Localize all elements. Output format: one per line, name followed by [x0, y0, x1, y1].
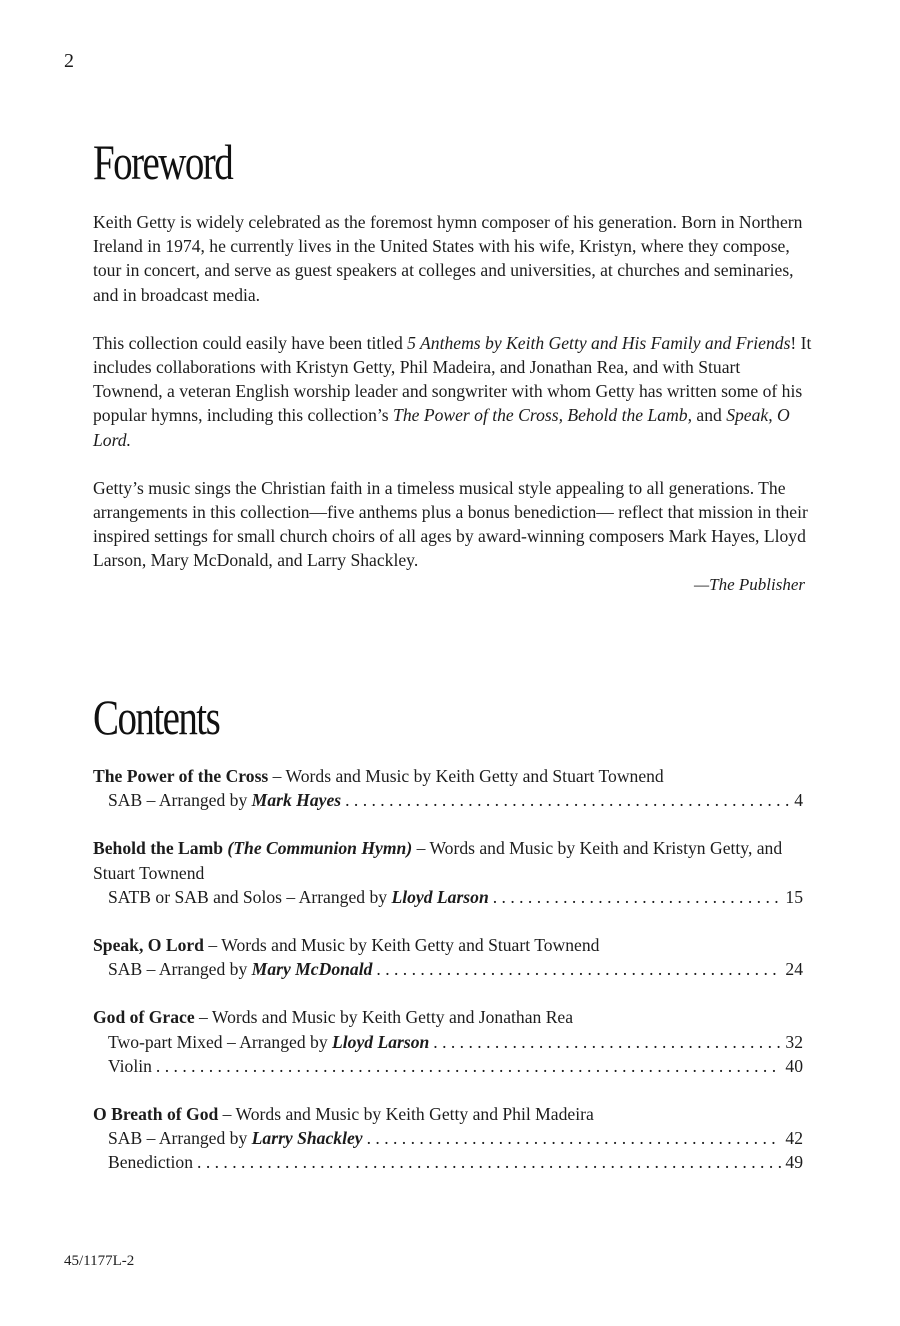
dot-leader [156, 1054, 781, 1078]
entry-credit: – Words and Music by Keith Getty and Phil Madeira [218, 1104, 594, 1125]
entry-credit: – Words and Music by Keith Getty and Stuart Townend [203, 935, 600, 956]
toc-label [108, 1126, 363, 1150]
toc-label [108, 788, 341, 812]
text: ! It includes collaborations with Kristyn Getty, Phil Madeira, and Jonathan Rea, and with Stuart Townend, a veteran English worship leader and songwriter with whom Getty has written some of his popular hymns, including this collection’s [93, 332, 812, 426]
toc-label [108, 1150, 193, 1174]
entry-title: Behold the Lamb [93, 838, 228, 859]
entry-title: God of Grace [93, 1007, 195, 1028]
catalog-code: 45/1177L-2 [64, 1253, 135, 1269]
arranger-name: Lloyd Larson [391, 886, 489, 907]
entry-heading [93, 836, 803, 884]
entry-heading [93, 933, 803, 957]
toc-label-text: SAB – Arranged by [108, 790, 252, 811]
toc-line [93, 885, 803, 909]
hymn-title: The Power of the Cross, [393, 405, 563, 426]
toc-label [108, 957, 372, 981]
dot-leader [433, 1030, 781, 1054]
toc-line [93, 788, 803, 812]
toc-line [93, 1126, 803, 1150]
toc-line [93, 957, 803, 981]
toc-line [93, 1150, 803, 1174]
toc-label-text: Violin [108, 1055, 152, 1076]
entry-title: O Breath of God [93, 1104, 219, 1125]
toc-line [93, 1030, 803, 1054]
dot-leader [197, 1150, 781, 1174]
toc-page-number: 32 [785, 1031, 803, 1052]
text: This collection could easily have been titled [93, 332, 408, 353]
page-number: 2 [64, 50, 74, 72]
toc-label-text: Benediction [108, 1152, 194, 1173]
toc-page-number: 24 [785, 959, 803, 980]
entry-subtitle: (The Communion Hymn) [227, 838, 413, 859]
foreword-paragraph-1: Keith Getty is widely celebrated as the foremost hymn composer of his generation. Born in Northern Ireland in 1974, he currently lives in the United States with his wife, Kristyn, where they compose, tour in concert, and serve as guest speakers at colleges and universities, at churches and seminaries, and in broadcast media. [93, 212, 803, 305]
entry-heading [93, 1102, 803, 1126]
contents-heading: Contents [93, 689, 220, 745]
toc-page-number: 42 [785, 1128, 803, 1149]
entry-title: Speak, O Lord [93, 935, 204, 956]
toc-label-text: Two-part Mixed – Arranged by [108, 1031, 333, 1052]
arranger-name: Mark Hayes [251, 790, 342, 811]
toc-label [108, 885, 489, 909]
dot-leader [367, 1126, 782, 1150]
contents-entry [93, 1005, 803, 1078]
contents-entry [93, 933, 803, 981]
toc-label-text: SAB – Arranged by [108, 959, 252, 980]
entry-credit: – Words and Music by Keith Getty and Stuart Townend [268, 766, 664, 786]
entry-heading [93, 1005, 803, 1029]
toc-page-number: 40 [785, 1055, 803, 1076]
hymn-title: Behold the Lamb, [567, 405, 692, 426]
foreword-paragraph-2 [93, 331, 813, 452]
signature: —The Publisher [694, 574, 805, 594]
dot-leader [376, 957, 781, 981]
hymn-title: Speak, O Lord. [93, 405, 790, 450]
contents-entry [93, 836, 803, 909]
collection-title: 5 Anthems by Keith Getty and His Family and Friends [407, 332, 791, 353]
toc-label [108, 1054, 152, 1078]
foreword-paragraph-3: Getty’s music sings the Christian faith in a timeless musical style appealing to all generations. The arrangements in this collection—five anthems plus a bonus benediction— reflect that mission in their inspired settings for small church choirs of all ages by award-winning composers Mark Hayes, Lloyd Larson, Mary McDonald, and Larry Shackley. [93, 477, 808, 571]
arranger-name: Mary McDonald [251, 959, 373, 980]
entry-credit: – Words and Music by Keith Getty and Jonathan Rea [194, 1007, 574, 1028]
toc-line [93, 1054, 803, 1078]
dot-leader [345, 788, 790, 812]
entry-heading [93, 764, 803, 788]
toc-page-number: 4 [794, 790, 803, 811]
contents-entry [93, 1102, 803, 1175]
arranger-name: Larry Shackley [251, 1128, 363, 1149]
arranger-name: Lloyd Larson [332, 1031, 430, 1052]
toc-page-number: 49 [785, 1152, 803, 1173]
dot-leader [493, 885, 782, 909]
text: and [691, 405, 727, 426]
foreword-body [93, 210, 813, 597]
entry-title: The Power of the Cross [93, 766, 269, 786]
entry-credit: – Words and Music by Keith and Kristyn Getty, and Stuart Townend [93, 838, 783, 883]
toc-label [108, 1030, 429, 1054]
foreword-heading: Foreword [93, 134, 233, 190]
toc-page-number: 15 [785, 886, 803, 907]
contents-entry [93, 764, 803, 812]
toc-label-text: SAB – Arranged by [108, 1128, 252, 1149]
toc-label-text: SATB or SAB and Solos – Arranged by [108, 886, 392, 907]
contents-list [93, 764, 803, 1199]
